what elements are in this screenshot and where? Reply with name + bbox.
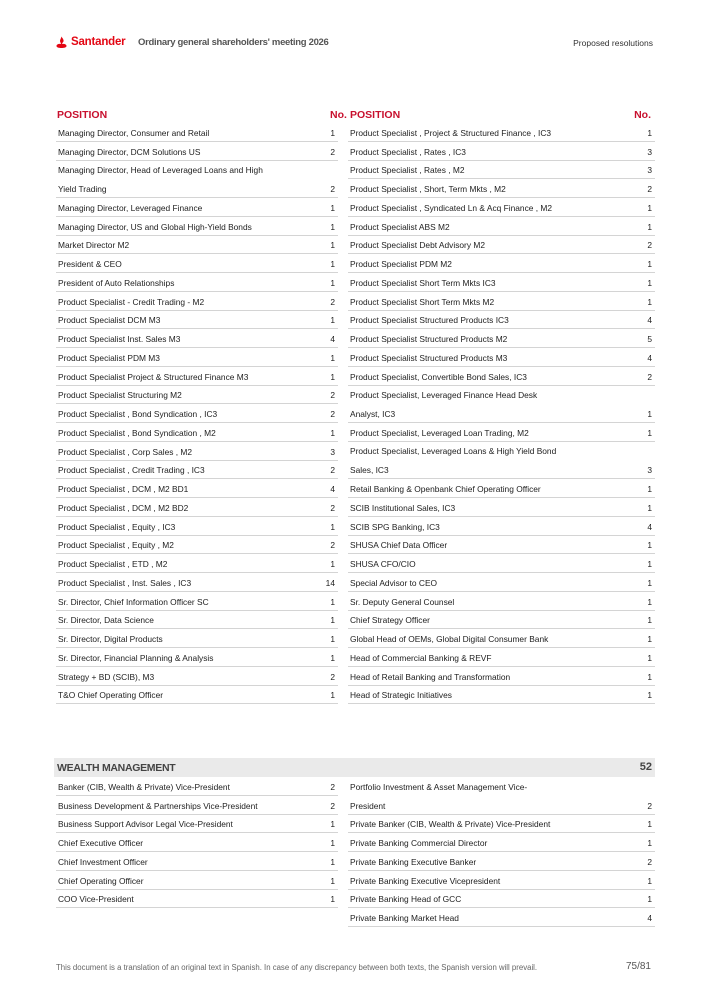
position-line-1: Portfolio Investment & Asset Management Vice-: [350, 781, 528, 792]
position-line-1: Managing Director, Head of Leveraged Loans and High: [58, 165, 263, 175]
table-row: [348, 161, 655, 180]
left-position-header: POSITION: [57, 109, 108, 121]
position-cell: Product Specialist Short Term Mkts IC3: [350, 277, 496, 288]
position-cell: Product Specialist Structured Products M2: [350, 334, 508, 344]
position-line-2: Yield Trading: [58, 184, 107, 194]
position-cell: SHUSA Chief Data Officer: [350, 540, 448, 551]
count-cell: 2: [647, 240, 652, 251]
position-cell: Managing Director, DCM Solutions US: [58, 146, 201, 157]
position-cell: Product Specialist - Credit Trading - M2: [58, 296, 205, 307]
table-row: [348, 871, 655, 890]
table-row: [348, 198, 655, 217]
table-row: [56, 498, 338, 517]
table-row: [348, 592, 655, 611]
count-cell: 2: [330, 800, 335, 811]
position-cell: Product Specialist , Rates , IC3: [350, 146, 466, 157]
position-cell: Product Specialist , Equity , M2: [58, 540, 174, 551]
table-row: [348, 254, 655, 273]
count-cell: 1: [330, 277, 335, 288]
table-row: [348, 573, 655, 592]
table-row: [348, 498, 655, 517]
table-row: [56, 592, 338, 611]
table-row: [348, 536, 655, 555]
page-footer: [56, 963, 653, 972]
table-row: [56, 815, 338, 834]
table-row: [348, 611, 655, 630]
table-row: [56, 236, 338, 255]
position-cell: Chief Strategy Officer: [350, 615, 430, 626]
count-cell: 1: [330, 838, 335, 848]
position-cell: COO Vice-President: [58, 894, 134, 905]
count-cell: 2: [330, 540, 335, 551]
position-cell: Product Specialist ABS M2: [350, 221, 450, 232]
table-row: [348, 648, 655, 667]
count-cell: 1: [647, 409, 652, 419]
count-cell: 1: [330, 856, 335, 867]
count-cell: 1: [330, 202, 335, 213]
table-row: [56, 777, 338, 796]
position-cell: Private Banking Market Head: [350, 913, 459, 923]
table-row: [348, 292, 655, 311]
count-cell: 2: [330, 184, 335, 194]
count-cell: 1: [330, 615, 335, 626]
position-cell: Product Specialist Structured Products M3: [350, 352, 508, 363]
count-cell: 2: [330, 296, 335, 307]
table-row: [56, 461, 338, 480]
position-cell: Product Specialist Inst. Sales M3: [58, 334, 181, 344]
count-cell: 2: [330, 390, 335, 401]
count-cell: 1: [330, 315, 335, 326]
count-cell: 2: [647, 184, 652, 194]
count-cell: 1: [647, 559, 652, 569]
position-line-1: Product Specialist, Leveraged Finance Head Desk: [350, 390, 538, 400]
position-cell: Banker (CIB, Wealth & Private) Vice-President: [58, 781, 230, 792]
position-cell: Product Specialist Project & Structured Finance M3: [58, 371, 249, 382]
count-cell: 4: [647, 913, 652, 923]
count-cell: 1: [330, 652, 335, 663]
count-cell: 4: [647, 521, 652, 532]
table-row: [348, 217, 655, 236]
table-row: [56, 423, 338, 442]
table-row: [348, 777, 655, 815]
table-row: [348, 815, 655, 834]
count-cell: 4: [330, 334, 335, 344]
count-cell: 3: [330, 446, 335, 457]
wealth-table: [56, 777, 655, 932]
table-row: [56, 386, 338, 405]
count-cell: 1: [330, 371, 335, 382]
table-row: [348, 833, 655, 852]
count-cell: 1: [647, 690, 652, 701]
position-cell: Product Specialist , Corp Sales , M2: [58, 446, 193, 457]
position-cell: Sr. Director, Digital Products: [58, 634, 163, 644]
position-cell: Product Specialist , Bond Syndication , M2: [58, 427, 216, 438]
wealth-management-section-header: [54, 758, 655, 777]
position-cell: President & CEO: [58, 259, 122, 269]
position-cell: Private Banking Commercial Director: [350, 838, 488, 848]
position-cell: Product Specialist PDM M3: [58, 352, 160, 363]
table-row: [348, 554, 655, 573]
position-cell: Product Specialist , Inst. Sales , IC3: [58, 577, 192, 588]
count-cell: 14: [325, 577, 335, 588]
table-row: [348, 442, 655, 480]
table-row: [56, 273, 338, 292]
count-cell: 1: [330, 596, 335, 607]
count-cell: 1: [330, 559, 335, 569]
table-row: [56, 311, 338, 330]
position-cell: Product Specialist Structuring M2: [58, 390, 182, 401]
position-line-1: Product Specialist, Leveraged Loans & High Yield Bond: [350, 446, 557, 457]
table-row: [56, 611, 338, 630]
position-cell: [350, 390, 537, 419]
table-row: [56, 123, 338, 142]
position-cell: Product Specialist , Short, Term Mkts , M2: [350, 184, 506, 194]
position-line-2: Sales, IC3: [350, 465, 389, 476]
table-row: [56, 573, 338, 592]
table-row: [348, 123, 655, 142]
table-row: [348, 386, 655, 424]
table-row: [56, 367, 338, 386]
position-cell: Business Support Advisor Legal Vice-President: [58, 819, 233, 830]
section-total: 52: [639, 761, 652, 773]
position-cell: Managing Director, Consumer and Retail: [58, 127, 210, 138]
count-cell: 1: [647, 259, 652, 269]
table-row: [348, 236, 655, 255]
position-cell: SHUSA CFO/CIO: [350, 559, 416, 569]
table-row: [56, 648, 338, 667]
count-cell: 1: [647, 652, 652, 663]
table-row: [56, 142, 338, 161]
position-cell: Retail Banking & Openbank Chief Operating Officer: [350, 484, 541, 494]
count-cell: 1: [330, 819, 335, 830]
count-cell: 1: [647, 427, 652, 438]
position-cell: Product Specialist PDM M2: [350, 259, 452, 269]
table-row: [348, 890, 655, 909]
table-row: [348, 329, 655, 348]
position-cell: Sr. Director, Chief Information Officer SC: [58, 596, 209, 607]
position-cell: Chief Operating Officer: [58, 875, 144, 886]
logo-text: Santander: [71, 36, 126, 48]
page-number: 75/81: [625, 961, 651, 972]
count-cell: 1: [647, 838, 652, 848]
position-line-2: Analyst, IC3: [350, 409, 396, 419]
count-cell: 1: [647, 615, 652, 626]
right-position-header: POSITION: [350, 109, 401, 121]
count-cell: 1: [330, 521, 335, 532]
position-cell: [350, 446, 556, 475]
position-cell: Private Banker (CIB, Wealth & Private) Vice-President: [350, 819, 551, 830]
flame-icon: [56, 36, 67, 48]
table-row: [348, 273, 655, 292]
count-cell: 1: [330, 221, 335, 232]
table-row: [348, 348, 655, 367]
position-cell: Special Advisor to CEO: [350, 577, 438, 588]
table-row: [56, 871, 338, 890]
count-cell: 3: [647, 165, 652, 176]
count-cell: 1: [330, 634, 335, 644]
position-cell: SCIB Institutional Sales, IC3: [350, 502, 456, 513]
position-cell: T&O Chief Operating Officer: [58, 690, 164, 701]
left-number-header: No.: [330, 109, 347, 121]
page-header: [56, 36, 653, 52]
count-cell: 1: [330, 875, 335, 886]
table-row: [56, 796, 338, 815]
table-row: [348, 852, 655, 871]
count-cell: 1: [647, 875, 652, 886]
table-row: [56, 161, 338, 199]
table-row: [56, 686, 338, 705]
count-cell: 1: [647, 540, 652, 551]
count-cell: 1: [647, 894, 652, 905]
position-cell: Global Head of OEMs, Global Digital Consumer Bank: [350, 634, 549, 644]
count-cell: 1: [647, 819, 652, 830]
count-cell: 1: [330, 352, 335, 363]
position-cell: Chief Executive Officer: [58, 838, 144, 848]
meeting-title: Ordinary general shareholders' meeting 2026: [138, 37, 329, 48]
count-cell: 1: [647, 127, 652, 138]
count-cell: 2: [330, 781, 335, 792]
position-cell: Product Specialist , ETD , M2: [58, 559, 168, 569]
position-cell: Managing Director, US and Global High-Yield Bonds: [58, 221, 252, 232]
table-row: [348, 142, 655, 161]
count-cell: 1: [647, 484, 652, 494]
table-row: [348, 517, 655, 536]
count-cell: 1: [647, 296, 652, 307]
count-cell: 1: [647, 202, 652, 213]
table-row: [56, 404, 338, 423]
translation-disclaimer: This document is a translation of an original text in Spanish. In case of any discrepancy between both texts, the Spanish version will prevail.: [56, 963, 538, 972]
table-row: [56, 442, 338, 461]
santander-logo: [56, 36, 125, 48]
count-cell: 2: [330, 409, 335, 419]
right-number-header: No.: [634, 109, 651, 121]
position-cell: Business Development & Partnerships Vice-President: [58, 800, 258, 811]
count-cell: 1: [330, 240, 335, 251]
position-cell: Private Banking Head of GCC: [350, 894, 462, 905]
position-cell: Product Specialist , Credit Trading , IC3: [58, 465, 205, 476]
position-cell: Product Specialist , DCM , M2 BD2: [58, 502, 189, 513]
section-label: Proposed resolutions: [573, 38, 653, 48]
table-row: [56, 536, 338, 555]
count-cell: 1: [330, 427, 335, 438]
table-row: [348, 423, 655, 442]
count-cell: 1: [647, 502, 652, 513]
position-cell: Product Specialist , Bond Syndication , IC3: [58, 409, 218, 419]
count-cell: 2: [647, 371, 652, 382]
count-cell: 4: [330, 484, 335, 494]
table-row: [56, 833, 338, 852]
position-cell: Sr. Deputy General Counsel: [350, 596, 455, 607]
position-line-2: President: [350, 800, 386, 811]
position-cell: Market Director M2: [58, 240, 130, 251]
position-cell: Head of Strategic Initiatives: [350, 690, 452, 701]
position-cell: Product Specialist , Syndicated Ln & Acq Finance , M2: [350, 202, 553, 213]
count-cell: 2: [330, 146, 335, 157]
count-cell: 3: [647, 146, 652, 157]
count-cell: 2: [647, 856, 652, 867]
position-cell: Product Specialist DCM M3: [58, 315, 161, 326]
position-cell: Chief Investment Officer: [58, 856, 148, 867]
position-cell: Product Specialist, Convertible Bond Sales, IC3: [350, 371, 527, 382]
position-cell: Product Specialist , Rates , M2: [350, 165, 465, 176]
table-row: [56, 217, 338, 236]
count-cell: 4: [647, 352, 652, 363]
table-row: [348, 479, 655, 498]
table-row: [348, 686, 655, 705]
position-cell: Product Specialist Short Term Mkts M2: [350, 296, 495, 307]
count-cell: 2: [647, 800, 652, 811]
count-cell: 1: [647, 596, 652, 607]
position-cell: Head of Retail Banking and Transformation: [350, 671, 511, 682]
table-row: [56, 517, 338, 536]
count-cell: 1: [647, 221, 652, 232]
table-row: [56, 629, 338, 648]
count-cell: 2: [330, 502, 335, 513]
position-cell: [58, 165, 263, 194]
section-title: WEALTH MANAGEMENT: [57, 762, 176, 774]
table-row: [56, 292, 338, 311]
positions-table: [56, 109, 655, 744]
position-cell: Product Specialist , Equity , IC3: [58, 521, 176, 532]
table-row: [56, 198, 338, 217]
count-cell: 3: [647, 465, 652, 476]
table-row: [348, 667, 655, 686]
count-cell: 1: [330, 259, 335, 269]
position-cell: Product Specialist , DCM , M2 BD1: [58, 484, 189, 494]
count-cell: 5: [647, 334, 652, 344]
position-cell: Product Specialist , Project & Structured Finance , IC3: [350, 127, 552, 138]
table-row: [56, 890, 338, 909]
position-cell: Sr. Director, Data Science: [58, 615, 154, 626]
count-cell: 1: [647, 671, 652, 682]
table-row: [348, 311, 655, 330]
position-cell: Product Specialist Structured Products IC3: [350, 315, 509, 326]
count-cell: 1: [330, 894, 335, 905]
table-row: [56, 254, 338, 273]
table-row: [348, 908, 655, 927]
count-cell: 2: [330, 465, 335, 476]
position-cell: Managing Director, Leveraged Finance: [58, 202, 203, 213]
position-cell: Product Specialist Debt Advisory M2: [350, 240, 485, 251]
table-row: [56, 554, 338, 573]
table-row: [56, 479, 338, 498]
table-row: [56, 852, 338, 871]
table-row: [56, 329, 338, 348]
position-cell: Strategy + BD (SCIB), M3: [58, 671, 155, 682]
table-row: [348, 367, 655, 386]
count-cell: 1: [330, 690, 335, 701]
position-cell: Private Banking Executive Vicepresident: [350, 875, 501, 886]
count-cell: 1: [330, 127, 335, 138]
count-cell: 1: [647, 634, 652, 644]
position-cell: Product Specialist, Leveraged Loan Trading, M2: [350, 427, 529, 438]
table-row: [56, 348, 338, 367]
position-cell: SCIB SPG Banking, IC3: [350, 521, 440, 532]
table-row: [348, 629, 655, 648]
position-cell: Sr. Director, Financial Planning & Analysis: [58, 652, 214, 663]
count-cell: 4: [647, 315, 652, 326]
count-cell: 1: [647, 277, 652, 288]
position-cell: Head of Commercial Banking & REVF: [350, 652, 492, 663]
table-row: [56, 667, 338, 686]
position-cell: Private Banking Executive Banker: [350, 856, 477, 867]
table-row: [348, 179, 655, 198]
count-cell: 2: [330, 671, 335, 682]
position-cell: President of Auto Relationships: [58, 277, 175, 288]
count-cell: 1: [647, 577, 652, 588]
position-cell: [350, 782, 527, 811]
